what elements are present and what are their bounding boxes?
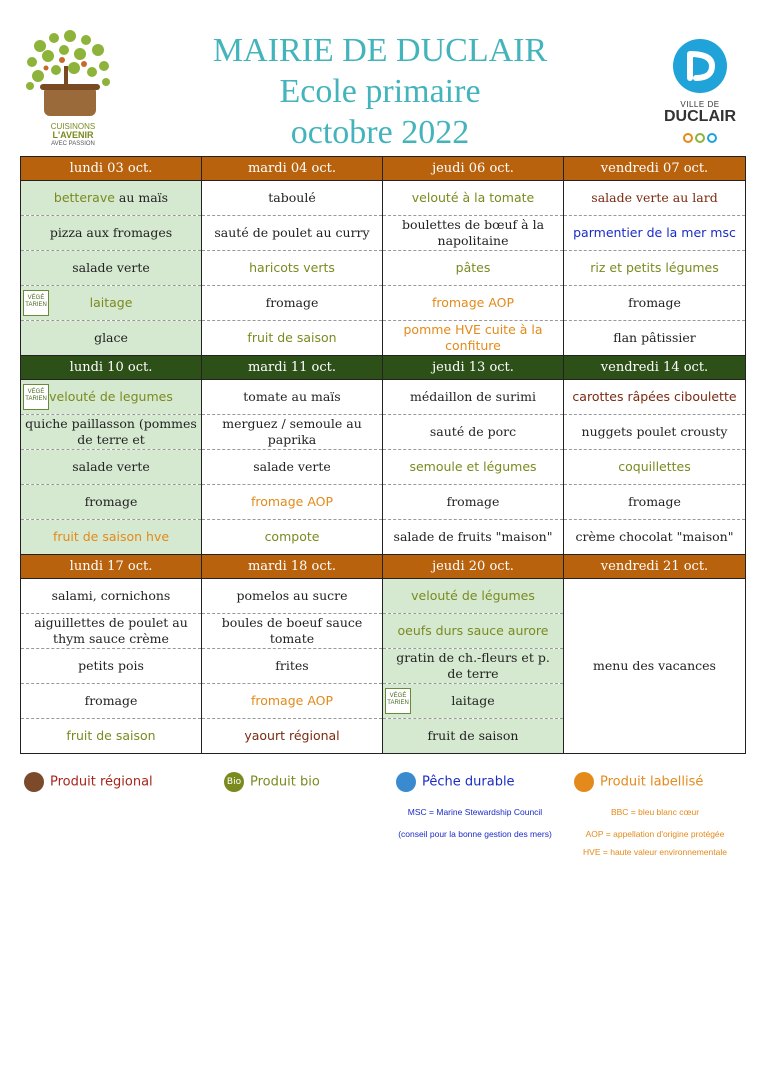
dish-name: fromage [265, 295, 319, 310]
legend-label: Produit régional [50, 774, 153, 790]
menu-row [21, 380, 746, 415]
dish-name: semoule et légumes [409, 459, 537, 474]
logo-text-1: CUISINONS [50, 122, 96, 131]
day-header: mardi 18 oct. [202, 555, 383, 579]
msc-note-line-1: MSC = Marine Stewardship Council [407, 807, 543, 817]
dish-name: fromage [446, 494, 500, 509]
dish-name: compote [264, 529, 320, 544]
menu-cell [383, 719, 564, 754]
menu-row [21, 415, 746, 450]
dish-name: fromage AOP [431, 295, 515, 310]
menu-cell [564, 450, 746, 485]
menu-cell [383, 415, 564, 450]
menu-cell [21, 450, 202, 485]
dish-name: betterave [53, 190, 115, 205]
dish-name: sauté de porc [429, 424, 517, 439]
menu-cell [383, 684, 564, 719]
menu-cell [383, 579, 564, 614]
dish-name: merguez / semoule au paprika [222, 416, 362, 447]
dish-name: fromage [84, 494, 138, 509]
menu-cell [202, 216, 383, 251]
dish-name: yaourt régional [244, 728, 340, 743]
menu-cell [564, 216, 746, 251]
dish-name: glace [94, 330, 128, 345]
menu-cell [564, 380, 746, 415]
day-header: jeudi 20 oct. [383, 555, 564, 579]
menu-cell [202, 380, 383, 415]
menu-cell [21, 719, 202, 754]
day-header: vendredi 21 oct. [564, 555, 746, 579]
merged-menu-cell: menu des vacances [564, 579, 746, 754]
menu-cell [383, 614, 564, 649]
menu-cell [564, 485, 746, 520]
dish-name: parmentier de la mer msc [573, 225, 736, 240]
dish-name: velouté de legumes [49, 389, 173, 404]
menu-row [21, 321, 746, 356]
menu-cell [202, 415, 383, 450]
menu-cell [202, 181, 383, 216]
day-header: vendredi 14 oct. [564, 356, 746, 380]
duclair-emblem-icon [672, 38, 728, 94]
cuisinons-logo [20, 28, 116, 146]
legend-item [396, 772, 515, 792]
logo-text-3: AVEC PASSION [51, 141, 95, 147]
menu-cell [383, 321, 564, 356]
menu-cell [21, 286, 202, 321]
dish-name: nuggets poulet crousty [581, 424, 728, 439]
msc-note [385, 806, 565, 840]
dish-name: salade de fruits "maison" [393, 529, 553, 544]
bio-icon: Bio [224, 772, 244, 792]
menu-cell [202, 684, 383, 719]
dish-name: crème chocolat "maison" [575, 529, 734, 544]
labels-note [570, 806, 740, 858]
menu-row [21, 450, 746, 485]
dish-name: pomme HVE cuite à la confiture [403, 322, 543, 353]
dish-name: salade verte [72, 260, 150, 275]
menu-cell [202, 321, 383, 356]
day-header: lundi 10 oct. [21, 356, 202, 380]
legend-label: Produit bio [250, 774, 320, 790]
menu-cell [21, 485, 202, 520]
logo-text-2: L'AVENIR [52, 130, 94, 140]
dish-name: petits pois [78, 658, 144, 673]
dish-name: médaillon de surimi [410, 389, 536, 404]
dish-name: laitage [89, 295, 133, 310]
menu-cell [202, 520, 383, 555]
dish-name: pomelos au sucre [236, 588, 348, 603]
menu-cell [383, 520, 564, 555]
dish-name: sauté de poulet au curry [214, 225, 370, 240]
dish-name: taboulé [268, 190, 316, 205]
dish-name: coquillettes [618, 459, 691, 474]
menu-cell [21, 520, 202, 555]
vegetarian-badge-icon: VÉGÉ TARIEN [23, 290, 49, 316]
dish-name: velouté à la tomate [411, 190, 535, 205]
menu-cell [564, 520, 746, 555]
dish-name: fruit de saison [427, 728, 519, 743]
legend-item [24, 772, 153, 792]
menu-cell [383, 251, 564, 286]
menu-cell [383, 450, 564, 485]
menu-cell [21, 216, 202, 251]
fish-icon [396, 772, 416, 792]
day-header: jeudi 13 oct. [383, 356, 564, 380]
dish-name: salade verte [253, 459, 331, 474]
dish-name: fromage [628, 295, 681, 310]
dish-name: aiguillettes de poulet au thym sauce crème [34, 615, 188, 646]
dish-name-suffix: au maïs [114, 190, 169, 205]
dish-name: fruit de saison [66, 728, 156, 743]
menu-cell [202, 719, 383, 754]
menu-cell [21, 614, 202, 649]
menu-cell [21, 649, 202, 684]
menu-cell [21, 579, 202, 614]
menu-row [21, 251, 746, 286]
dish-name: salade verte au lard [591, 190, 718, 205]
menu-row [21, 520, 746, 555]
menu-cell [564, 251, 746, 286]
menu-cell [564, 321, 746, 356]
dish-name: pizza aux fromages [49, 225, 173, 240]
menu-cell [202, 614, 383, 649]
dish-name: boules de boeuf sauce tomate [221, 615, 363, 646]
day-header: vendredi 07 oct. [564, 157, 746, 181]
dish-name: frites [275, 658, 309, 673]
menu-row [21, 286, 746, 321]
label-icon [574, 772, 594, 792]
dish-name: laitage [451, 693, 495, 708]
dish-name: haricots verts [249, 260, 335, 275]
week-header-row [21, 157, 746, 181]
msc-note-line-2: (conseil pour la bonne gestion des mers) [398, 829, 552, 839]
menu-cell [21, 181, 202, 216]
menu-row [21, 181, 746, 216]
dish-name: velouté de légumes [411, 588, 535, 603]
title-line-1: MAIRIE DE DUCLAIR [212, 32, 548, 69]
labels-note-line-1: BBC = bleu blanc cœur [610, 807, 700, 817]
menu-cell [21, 684, 202, 719]
dish-name: fruit de saison hve [52, 529, 170, 544]
menu-row [21, 216, 746, 251]
dish-name: fromage [628, 494, 681, 509]
legend-label: Pêche durable [422, 774, 515, 790]
week-header-row [21, 555, 746, 579]
duclair-label: DUCLAIR [664, 108, 736, 125]
menu-cell [564, 181, 746, 216]
menu-cell [21, 321, 202, 356]
dish-name: fromage AOP [250, 494, 334, 509]
dish-name: boulettes de bœuf à la napolitaine [401, 217, 545, 248]
menu-cell [202, 579, 383, 614]
menu-cell [383, 649, 564, 684]
page-title [190, 30, 570, 153]
menu-cell [21, 251, 202, 286]
day-header: mardi 11 oct. [202, 356, 383, 380]
vegetarian-badge-icon: VÉGÉ TARIEN [385, 688, 411, 714]
menu-cell [383, 286, 564, 321]
dish-name: pâtes [455, 260, 491, 275]
duclair-logo [660, 38, 740, 138]
dish-name: fruit de saison [247, 330, 337, 345]
dish-name: fromage AOP [250, 693, 334, 708]
legend-item [224, 772, 320, 792]
logo-dots [660, 128, 740, 147]
dish-name: salade verte [72, 459, 150, 474]
menu-cell [383, 485, 564, 520]
legend-label: Produit labellisé [600, 774, 704, 790]
day-header: lundi 17 oct. [21, 555, 202, 579]
menu-cell [202, 450, 383, 485]
ville-de-label: VILLE DE [680, 100, 720, 109]
menu-cell [383, 216, 564, 251]
menu-cell [21, 415, 202, 450]
menu-cell [202, 485, 383, 520]
menu-cell [383, 181, 564, 216]
legend-item [574, 772, 703, 792]
dish-name: fromage [84, 693, 138, 708]
dish-name: salami, cornichons [51, 588, 171, 603]
menu-row [21, 485, 746, 520]
dish-name: riz et petits légumes [590, 260, 719, 275]
menu-cell [564, 286, 746, 321]
week-header-row [21, 356, 746, 380]
day-header: jeudi 06 oct. [383, 157, 564, 181]
title-line-2: Ecole primaire [279, 73, 481, 110]
menu-cell [564, 415, 746, 450]
title-line-3: octobre 2022 [290, 114, 470, 151]
menu-cell [202, 649, 383, 684]
dish-name: gratin de ch.-fleurs et p. de terre [396, 650, 550, 681]
menu-cell [21, 380, 202, 415]
day-header: lundi 03 oct. [21, 157, 202, 181]
dish-name: tomate au maïs [243, 389, 341, 404]
menu-cell [202, 286, 383, 321]
menu-table [20, 156, 746, 754]
dish-name: flan pâtissier [613, 330, 696, 345]
labels-note-line-2: AOP = appellation d'origine protégée [585, 829, 725, 839]
vegetarian-badge-icon: VÉGÉ TARIEN [23, 384, 49, 410]
day-header: mardi 04 oct. [202, 157, 383, 181]
menu-cell [202, 251, 383, 286]
labels-note-line-3: HVE = haute valeur environnementale [583, 847, 727, 857]
menu-row [21, 579, 746, 614]
menu-cell [383, 380, 564, 415]
dish-name: oeufs durs sauce aurore [397, 623, 549, 638]
dish-name: carottes râpées ciboulette [572, 389, 737, 404]
dish-name: quiche paillasson (pommes de terre et [25, 416, 197, 447]
regional-icon [24, 772, 44, 792]
